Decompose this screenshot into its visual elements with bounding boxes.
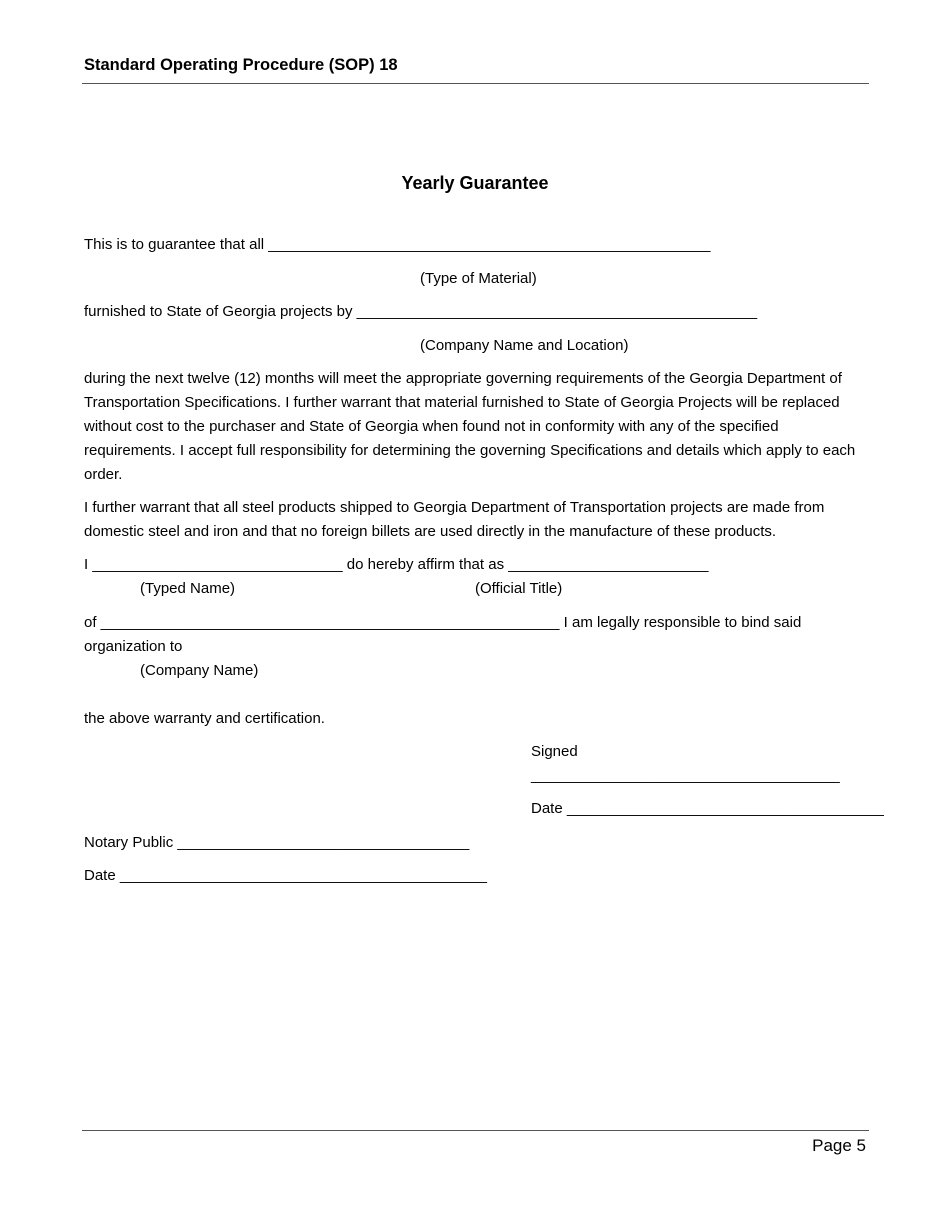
signed-date-line: Date ______________________________________	[531, 800, 884, 817]
company-name-label: (Company Name)	[140, 662, 259, 679]
page-number: Page 5	[812, 1136, 866, 1155]
document-title: Yearly Guarantee	[401, 173, 549, 193]
official-title-label: (Official Title)	[475, 580, 563, 597]
footer-divider	[82, 1130, 869, 1131]
warranty-paragraph: during the next twelve (12) months will meet the appropriate governing requirements of the Georgia Department of Transportation Specifications. I further warrant that material furnished to State of Georgia Projects will be replaced without cost to the purchaser and State of Georgia when found not in conformity with any of the specified requirements. I accept full responsibility for determining the governing Specifications and details which apply to each order.	[84, 370, 856, 483]
warranty-certification-line: the above warranty and certification.	[84, 710, 325, 727]
guarantee-material-line: This is to guarantee that all _____________________________________________________	[84, 236, 711, 253]
typed-name-label: (Typed Name)	[140, 580, 236, 597]
domestic-steel-paragraph: I further warrant that all steel products shipped to Georgia Department of Transportation projects are made from domestic steel and iron and that no foreign billets are used directly in the manufacture of these products.	[84, 499, 825, 540]
notary-date-line: Date ____________________________________________	[84, 867, 487, 884]
furnished-by-line: furnished to State of Georgia projects by ________________________________________________	[84, 303, 758, 320]
company-bind-line: of _______________________________________________________ I am legally responsible to bind said	[84, 614, 802, 631]
signed-label: Signed	[531, 743, 578, 760]
notary-public-line: Notary Public ___________________________________	[84, 834, 470, 851]
company-location-label: (Company Name and Location)	[420, 337, 629, 354]
header-divider	[82, 83, 869, 84]
signature-line: _____________________________________	[531, 767, 840, 784]
header-title: Standard Operating Procedure (SOP) 18	[84, 56, 398, 74]
affirm-line: I ______________________________ do hereby affirm that as ________________________	[84, 556, 709, 573]
type-of-material-label: (Type of Material)	[420, 270, 537, 287]
organization-to-line: organization to	[84, 638, 183, 655]
